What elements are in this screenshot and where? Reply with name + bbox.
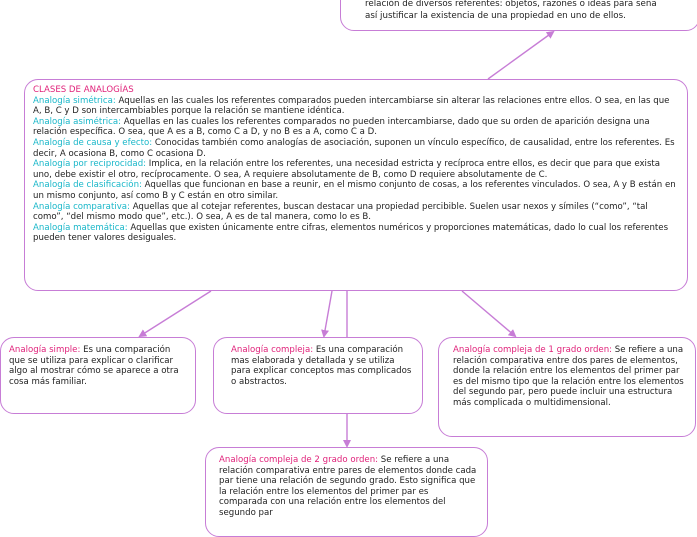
connector-main-to-grade1 xyxy=(462,291,515,336)
class-term: Analogía comparativa: xyxy=(33,201,130,212)
class-term: Analogía de causa y efecto: xyxy=(33,137,153,148)
first-order-text xyxy=(453,345,687,409)
class-item xyxy=(33,138,677,159)
complex-analogy-description: Es una comparación mas elaborada y detallada y se utiliza para explicar conceptos mas complicados o abstractos. xyxy=(231,345,412,387)
simple-analogy-term: Analogía simple: xyxy=(9,345,81,355)
node-complex-analogy[interactable] xyxy=(213,337,423,414)
connector-main-to-top xyxy=(488,32,553,79)
complex-analogy-text xyxy=(231,345,414,387)
class-term: Analogía asimétrica: xyxy=(33,116,122,127)
first-order-description: Se refiere a una relación comparativa entre dos pares de elementos, donde la relación entre los elementos del primer par es del mismo tipo que la relación entre los elementos del segundo par, pero puede incluir una estructura más complicada o multidimensional. xyxy=(453,345,684,408)
connector-main-to-simple xyxy=(140,291,211,336)
second-order-text xyxy=(219,455,477,519)
first-order-term: Analogía compleja de 1 grado orden: xyxy=(453,345,613,355)
class-text: Aquellas en las cuales los referentes comparados pueden intercambiarse sin alterar las relaciones entre ellos. O sea, en las que A, B, C y D son intercambiables porque la relación se mantiene idéntica. xyxy=(33,95,670,117)
class-text: Aquellas en las cuales los referentes comparados no pueden intercambiarse, dado que su orden de aparición designa una relación específica. O sea, que A es a B, como C a D, y no B es a A, como C a D. xyxy=(33,116,650,138)
complex-analogy-term: Analogía compleja: xyxy=(231,345,314,355)
definition-line-1: relación de diversos referentes: objetos, razones o ideas para seña xyxy=(365,0,657,9)
class-item xyxy=(33,223,677,244)
class-term: Analogía por reciprocidad: xyxy=(33,159,147,170)
definition-line-2: así justificar la existencia de una propiedad en uno de ellos. xyxy=(365,11,626,21)
class-item xyxy=(33,202,677,223)
second-order-term: Analogía compleja de 2 grado orden: xyxy=(219,455,379,465)
class-term: Analogía de clasificación: xyxy=(33,180,142,191)
class-text: Conocidas también como analogías de asociación, suponen un vínculo específico, de causalidad, entre los referentes. Es decir, A ocasiona B, como C ocasiona D. xyxy=(33,137,675,159)
connector-main-to-complex xyxy=(324,291,332,336)
class-item xyxy=(33,96,677,117)
second-order-description: Se refiere a una relación comparativa entre pares de elementos donde cada par tiene una relación de segundo grado. Esto significa que la relación entre los elementos del primer par es comparada con una relación entre los elementos del segundo par xyxy=(219,455,477,518)
class-item xyxy=(33,180,677,201)
class-text: Implica, en la relación entre los referentes, una necesidad estricta y recíproca entre ellos, es decir que para que exista uno, debe existir el otro, recíprocamente. O sea, A requiere absolutamente de B, como D requiere absolutamente de C. xyxy=(33,159,661,180)
classes-heading: CLASES DE ANALOGÍAS xyxy=(33,85,134,95)
node-analogy-classes[interactable] xyxy=(24,79,688,291)
class-text: Aquellas que existen únicamente entre cifras, elementos numéricos y proporciones matemáticas, dado lo cual los referentes pueden tener valores desiguales. xyxy=(33,222,669,244)
class-item xyxy=(33,159,677,180)
class-term: Analogía matemática: xyxy=(33,222,128,233)
node-analogy-definition[interactable] xyxy=(340,0,697,31)
class-text: Aquellas que funcionan en base a reunir, en el mismo conjunto de cosas, a los referentes vinculados. O sea, A y B están en un mismo conjunto, así como B y C están en otro similar. xyxy=(33,180,676,201)
node-second-order-analogy[interactable] xyxy=(205,447,488,537)
simple-analogy-text xyxy=(9,345,187,387)
class-term: Analogía simétrica: xyxy=(33,95,116,106)
class-item xyxy=(33,117,677,138)
node-first-order-analogy[interactable] xyxy=(438,337,696,437)
simple-analogy-description: Es una comparación que se utiliza para explicar o clarificar algo al mostrar cómo se aparece a otra cosa más familiar. xyxy=(9,345,179,387)
class-text: Aquellas que al cotejar referentes, buscan destacar una propiedad percibible. Suelen usar nexos y símiles (“como”, “tal como”, “del mismo modo que”, etc.). O sea, A es de tal manera, como lo es B. xyxy=(33,201,648,223)
node-simple-analogy[interactable] xyxy=(0,337,196,414)
